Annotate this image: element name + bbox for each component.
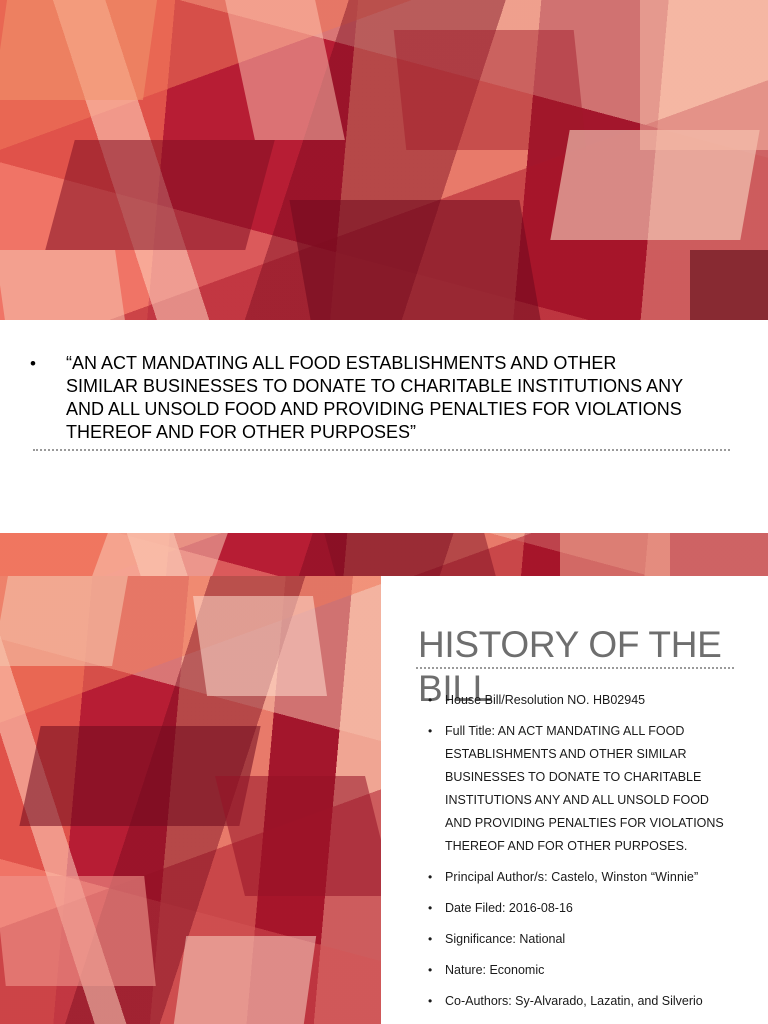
slide1-dotted-divider [33,449,730,451]
list-item-bill-number: • House Bill/Resolution NO. HB02945 [428,689,738,712]
slide1-quote [30,352,730,444]
bullet-icon: • [30,354,36,373]
list-item-principal-author: • Principal Author/s: Castelo, Winston “Winnie” [428,866,738,889]
list-item-co-authors: • Co-Authors: Sy-Alvarado, Lazatin, and Silverio [428,990,738,1013]
list-item-significance: • Significance: National [428,928,738,951]
list-item-full-title: • Full Title: AN ACT MANDATING ALL FOOD ESTABLISHMENTS AND OTHER SIMILAR BUSINESSES TO DONATE TO CHARITABLE INSTITUTIONS ANY AND ALL UNSOLD FOOD AND PROVIDING PENALTIES FOR VIOLATIONS THEREOF AND FOR OTHER PURPOSES. [428,720,738,858]
slide1-background-painting [0,0,768,320]
list-item-date-filed: • Date Filed: 2016-08-16 [428,897,738,920]
slide2-title: HISTORY OF THE BILL [418,624,722,709]
slide2-dotted-divider [416,667,734,669]
slide2-side-painting [0,576,381,1024]
bill-history-list [428,689,738,1013]
slide2-top-painting-strip [0,533,768,576]
list-item-nature: • Nature: Economic [428,959,738,982]
slide1-bill-title: “AN ACT MANDATING ALL FOOD ESTABLISHMENTS AND OTHER SIMILAR BUSINESSES TO DONATE TO CHARITABLE INSTITUTIONS ANY AND ALL UNSOLD FOOD AND PROVIDING PENALTIES FOR VIOLATIONS THEREOF AND FOR OTHER PURPOSES” [66,353,683,442]
